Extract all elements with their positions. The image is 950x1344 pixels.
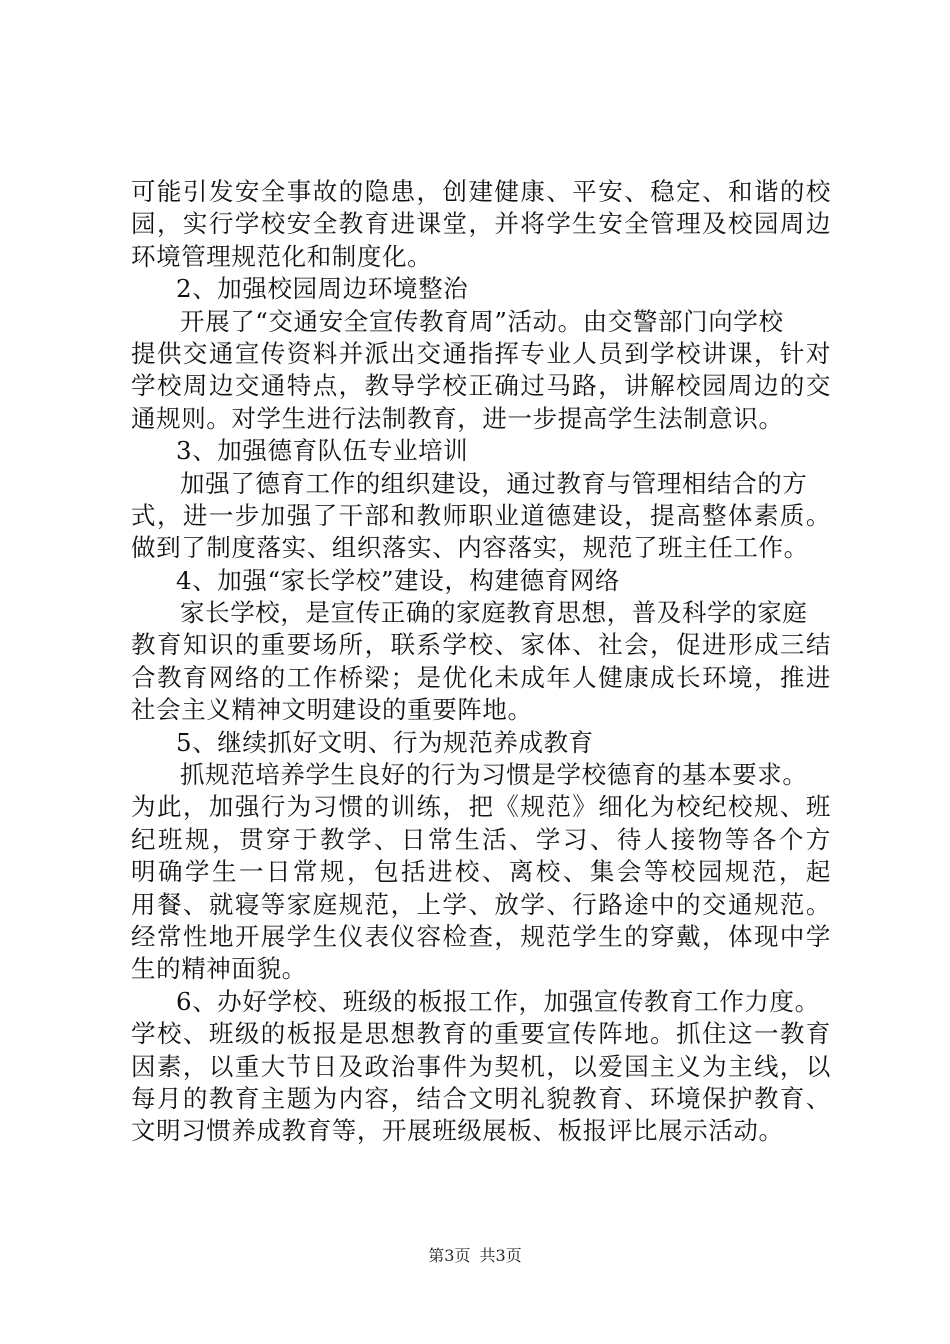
text-line: 社会主义精神文明建设的重要阵地。 <box>131 695 533 725</box>
text-line: 文明习惯养成教育等，开展班级展板、板报评比展示活动。 <box>131 1116 784 1146</box>
text-line: 园，实行学校安全教育进课堂，并将学生安全管理及校园周边 <box>131 209 831 239</box>
text-line: 生的精神面貌。 <box>131 954 307 984</box>
text-line: 式，进一步加强了干部和教师职业道德建设，提高整体素质。 <box>131 500 831 530</box>
paragraph-first-line: 抓规范培养学生良好的行为习惯是学校德育的基本要求。 <box>180 760 808 790</box>
text-line: 纪班规，贯穿于教学、日常生活、学习、待人接物等各个方 <box>131 824 831 854</box>
text-line: 做到了制度落实、组织落实、内容落实，规范了班主任工作。 <box>131 533 809 563</box>
text-line: 因素，以重大节日及政治事件为契机，以爱国主义为主线，以 <box>131 1051 831 1081</box>
text-line: 合教育网络的工作桥梁；是优化未成年人健康成长环境，推进 <box>131 662 831 692</box>
text-line: 学校周边交通特点，教导学校正确过马路，讲解校园周边的交 <box>131 371 831 401</box>
text-line: 明确学生一日常规，包括进校、离校、集会等校园规范，起 <box>131 857 831 887</box>
text-line: 通规则。对学生进行法制教育，进一步提高学生法制意识。 <box>131 403 784 433</box>
document-body <box>131 176 831 1148</box>
page-number: 第3页 <box>428 1246 471 1265</box>
page-footer <box>0 1243 950 1266</box>
section-heading: 3、加强德育队伍专业培训 <box>176 436 469 466</box>
section-heading: 4、加强“家长学校”建设，构建德育网络 <box>176 565 621 595</box>
text-line: 每月的教育主题为内容，结合文明礼貌教育、环境保护教育、 <box>131 1083 831 1113</box>
section-heading: 5、继续抓好文明、行为规范养成教育 <box>176 727 594 757</box>
text-line: 环境管理规范化和制度化。 <box>131 241 433 271</box>
text-line: 用餐、就寝等家庭规范，上学、放学、行路途中的交通规范。 <box>131 889 831 919</box>
text-line: 为此，加强行为习惯的训练，把《规范》细化为校纪校规、班 <box>131 792 831 822</box>
text-line: 学校、班级的板报是思想教育的重要宣传阵地。抓住这一教育 <box>131 1019 831 1049</box>
text-line: 提供交通宣传资料并派出交通指挥专业人员到学校讲课，针对 <box>131 338 831 368</box>
page-total: 共3页 <box>479 1246 522 1265</box>
text-line: 经常性地开展学生仪表仪容检查，规范学生的穿戴，体现中学 <box>131 921 831 951</box>
paragraph-first-line: 家长学校，是宣传正确的家庭教育思想，普及科学的家庭 <box>180 598 808 628</box>
paragraph-first-line: 开展了“交通安全宣传教育周”活动。由交警部门向学校 <box>180 306 784 336</box>
section-heading: 2、加强校园周边环境整治 <box>176 274 469 304</box>
paragraph-first-line: 加强了德育工作的组织建设，通过教育与管理相结合的方 <box>180 468 808 498</box>
text-line: 教育知识的重要场所，联系学校、家体、社会，促进形成三结 <box>131 630 831 660</box>
text-line: 可能引发安全事故的隐患，创建健康、平安、稳定、和谐的校 <box>131 177 831 206</box>
section-heading: 6、办好学校、班级的板报工作，加强宣传教育工作力度。 <box>176 986 820 1016</box>
